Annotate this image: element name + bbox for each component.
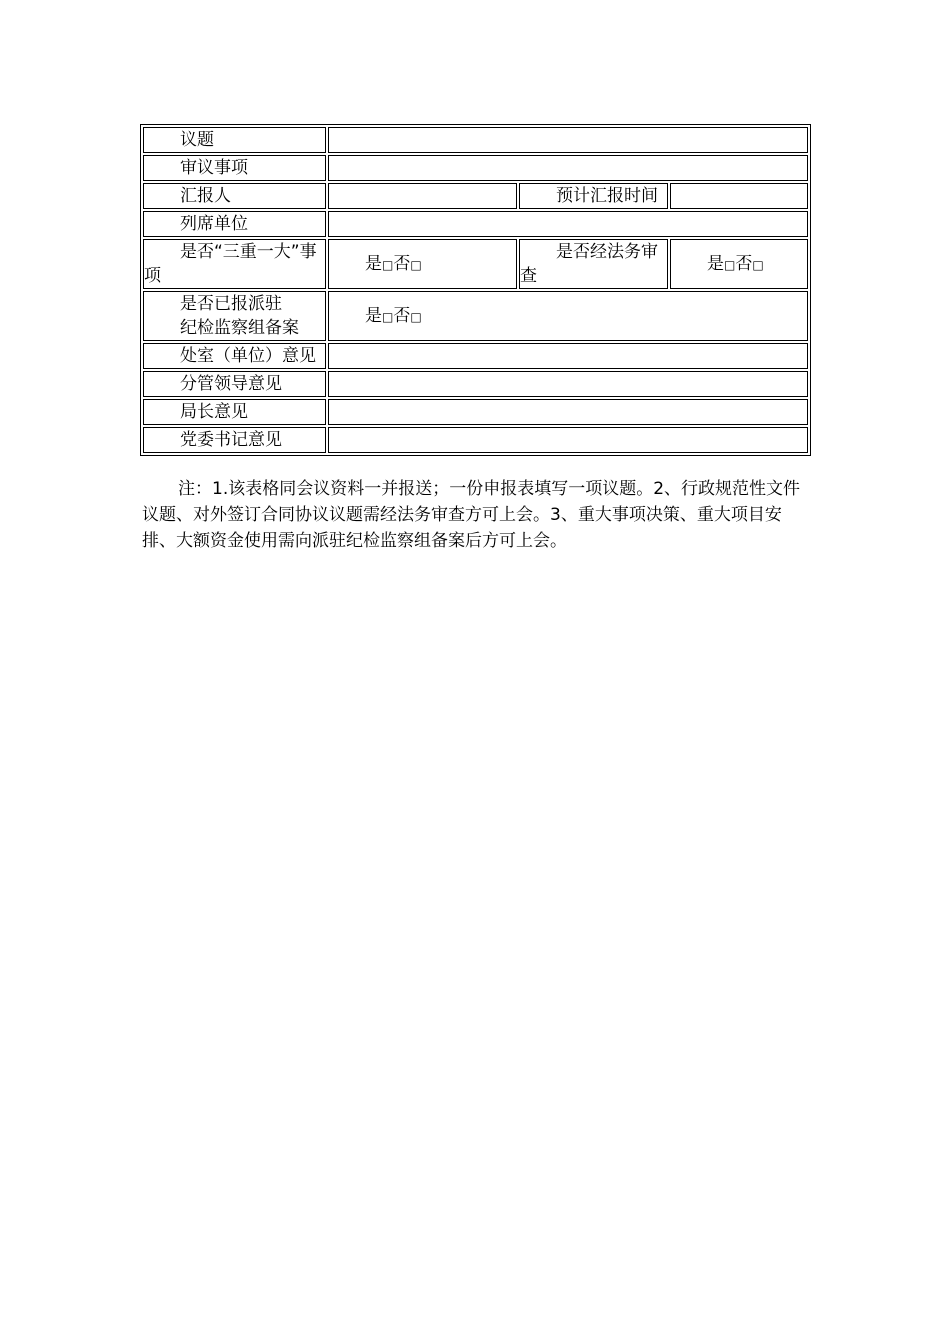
application-form-table <box>140 124 811 456</box>
yes-checkbox[interactable]: □ <box>382 309 394 324</box>
no-label: 否 <box>393 253 411 274</box>
row-party-opinion <box>143 427 808 453</box>
matter-label: 审议事项 <box>143 155 326 181</box>
leader-opinion-label: 分管领导意见 <box>143 371 326 397</box>
matter-field[interactable] <box>328 155 808 181</box>
party-opinion-field[interactable] <box>328 427 808 453</box>
reporter-field[interactable] <box>328 183 517 209</box>
row-topic <box>143 127 808 153</box>
no-label: 否 <box>393 305 411 326</box>
legal-review-choice <box>670 239 808 289</box>
legal-review-label: 是否经法务审查 <box>519 239 668 289</box>
attendees-label: 列席单位 <box>143 211 326 237</box>
no-checkbox[interactable]: □ <box>410 257 422 272</box>
no-checkbox[interactable]: □ <box>410 309 422 324</box>
dept-opinion-label: 处室（单位）意见 <box>143 343 326 369</box>
yes-checkbox[interactable]: □ <box>724 257 736 272</box>
yes-checkbox[interactable]: □ <box>382 257 394 272</box>
filed-label-line1: 是否已报派驻 <box>180 294 282 314</box>
row-leader-opinion <box>143 371 808 397</box>
filed-label <box>143 291 326 341</box>
party-opinion-label: 党委书记意见 <box>143 427 326 453</box>
topic-label: 议题 <box>143 127 326 153</box>
row-director-opinion <box>143 399 808 425</box>
report-time-field[interactable] <box>670 183 808 209</box>
dept-opinion-field[interactable] <box>328 343 808 369</box>
three-major-choice <box>328 239 517 289</box>
row-reporter <box>143 183 808 209</box>
attendees-field[interactable] <box>328 211 808 237</box>
row-matter <box>143 155 808 181</box>
topic-field[interactable] <box>328 127 808 153</box>
no-checkbox[interactable]: □ <box>752 257 764 272</box>
leader-opinion-field[interactable] <box>328 371 808 397</box>
director-opinion-field[interactable] <box>328 399 808 425</box>
form-note: 注：1.该表格同会议资料一并报送；一份申报表填写一项议题。2、行政规范性文件议题、对外签订合同协议议题需经法务审查方可上会。3、重大事项决策、重大项目安排、大额资金使用需向派驻纪检监察组备案后方可上会。 <box>142 479 801 551</box>
director-opinion-label: 局长意见 <box>143 399 326 425</box>
filed-label-line2: 纪检监察组备案 <box>180 318 299 338</box>
row-attendees <box>143 211 808 237</box>
row-three-major <box>143 239 808 289</box>
row-dept-opinion <box>143 343 808 369</box>
yes-label: 是 <box>365 253 382 274</box>
yes-label: 是 <box>707 253 724 274</box>
report-time-label: 预计汇报时间 <box>519 183 668 209</box>
reporter-label: 汇报人 <box>143 183 326 209</box>
no-label: 否 <box>735 253 753 274</box>
filed-choice <box>328 291 808 341</box>
row-filed <box>143 291 808 341</box>
three-major-label: 是否“三重一大”事项 <box>143 239 326 289</box>
yes-label: 是 <box>365 305 382 326</box>
